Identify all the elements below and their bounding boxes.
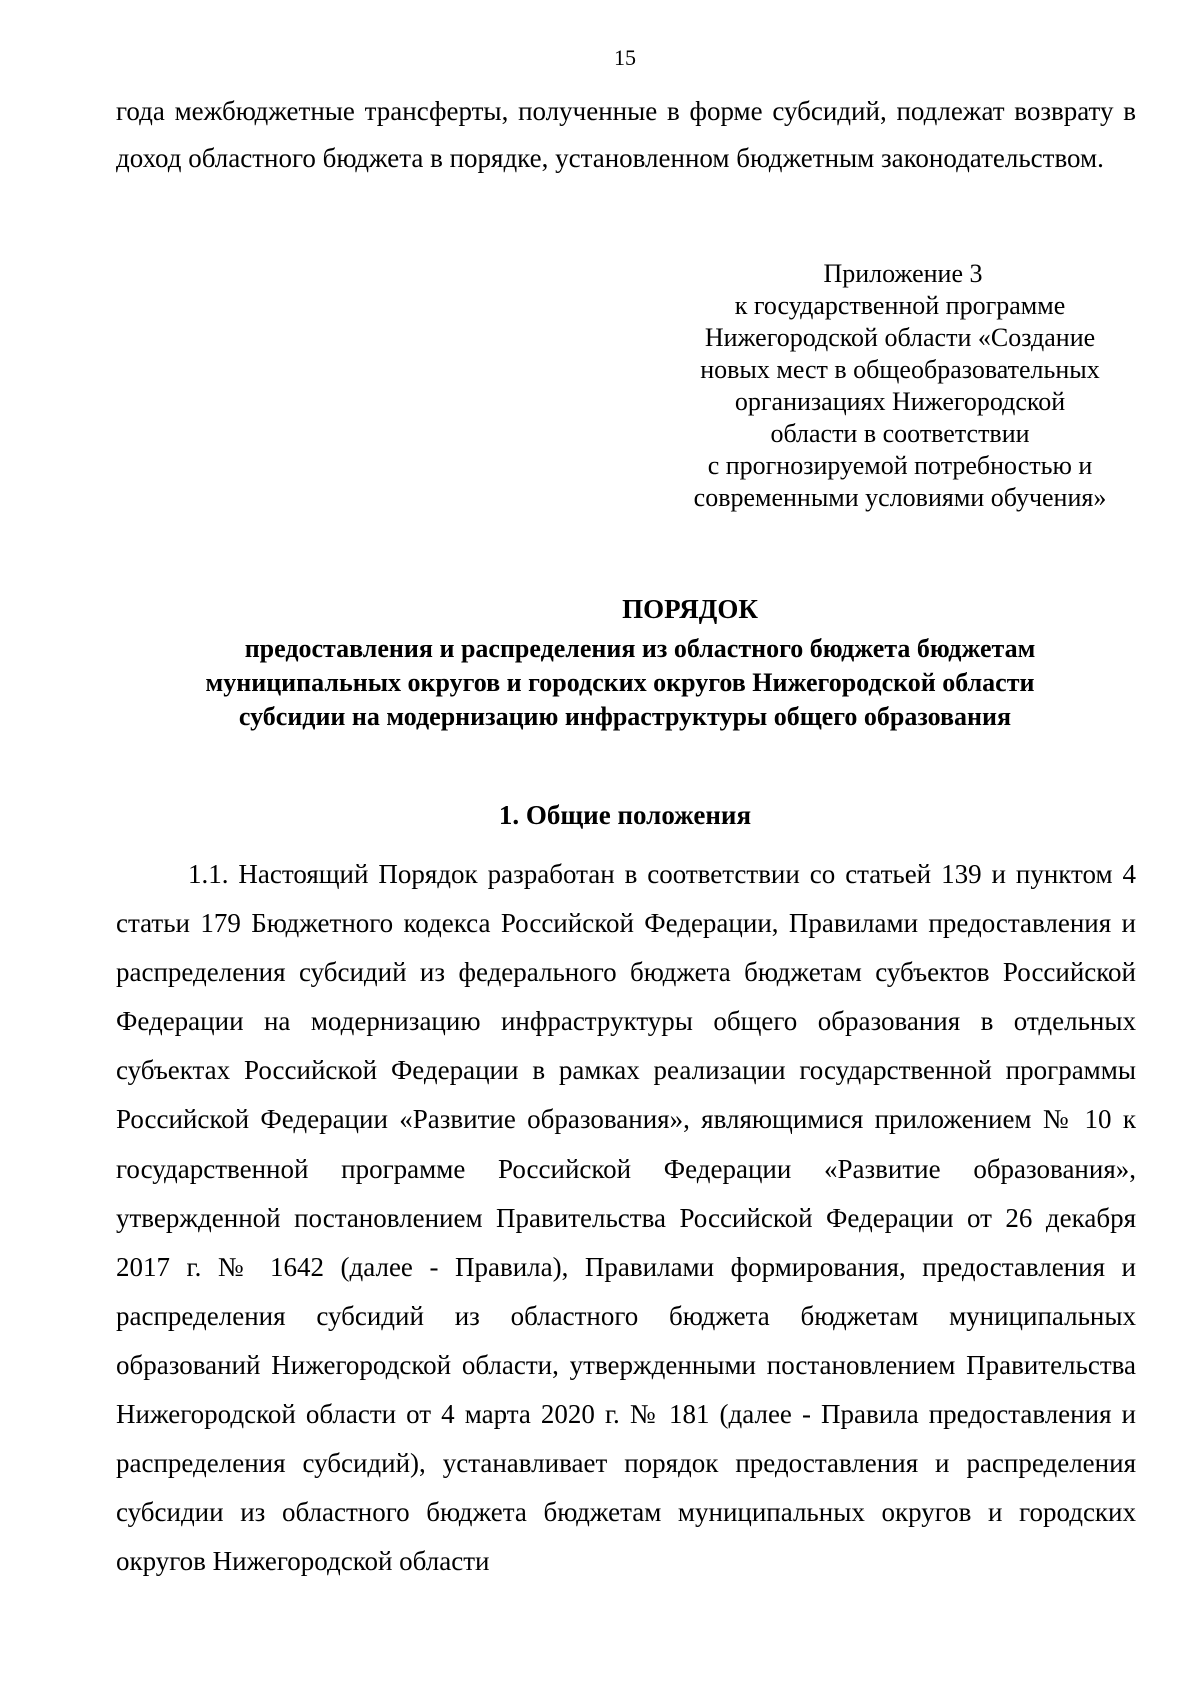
annex-line: области в соответствии [770,419,1030,448]
annex-line: современными условиями обучения» [693,483,1107,512]
order-title: ПОРЯДОК [622,594,758,624]
paragraph-1-1: 1.1. Настоящий Порядок разработан в соответствии со статьей 139 и пунктом 4 статьи 179 Бюджетного кодекса Российской Федерации, Правилами предоставления и распределения субсидий из федерального бюджета бюджетам субъектов Российской Федерации на модернизацию инфраструктуры общего образования в отдельных субъектах Российской Федерации в рамках реализации государственной программы Российской Федерации «Развитие образования», являющимися приложением № 10 к государственной программе Российской Федерации «Развитие образования», утвержденной постановлением Правительства Российской Федерации от 26 декабря 2017 г. № 1642 (далее - Правила), Правилами формирования, предоставления и распределения субсидий из областного бюджета бюджетам муниципальных образований Нижегородской области, утвержденными постановлением Правительства Нижегородской области от 4 марта 2020 г. № 181 (далее - Правила предоставления и распределения субсидий), устанавливает порядок предоставления и распределения субсидии из областного бюджета бюджетам муниципальных округов и городских округов Нижегородской области [116,859,1136,1577]
annex-line: Нижегородской области «Создание [704,323,1096,352]
order-subtitle [130,632,1110,734]
annex-line: к государственной программе [734,291,1066,320]
intro-paragraph: года межбюджетные трансферты, полученные в форме субсидий, подлежат возврату в доход областного бюджета в порядке, установленном бюджетным законодательством. [116,96,1136,173]
order-subtitle-line: субсидии на модернизацию инфраструктуры общего образования [238,702,1012,731]
order-subtitle-line: муниципальных округов и городских округов Нижегородской области [205,668,1035,697]
annex-line: организациях Нижегородской [734,387,1066,416]
annex-block [640,258,1160,514]
order-subtitle-line: предоставления и распределения из областного бюджета бюджетам [244,634,1036,663]
annex-line: новых мест в общеобразовательных [700,355,1100,384]
section-heading: 1. Общие положения [498,800,752,830]
annex-line: с прогнозируемой потребностью и [707,451,1093,480]
annex-line: Приложение 3 [823,259,983,288]
page-number: 15 [614,45,636,70]
